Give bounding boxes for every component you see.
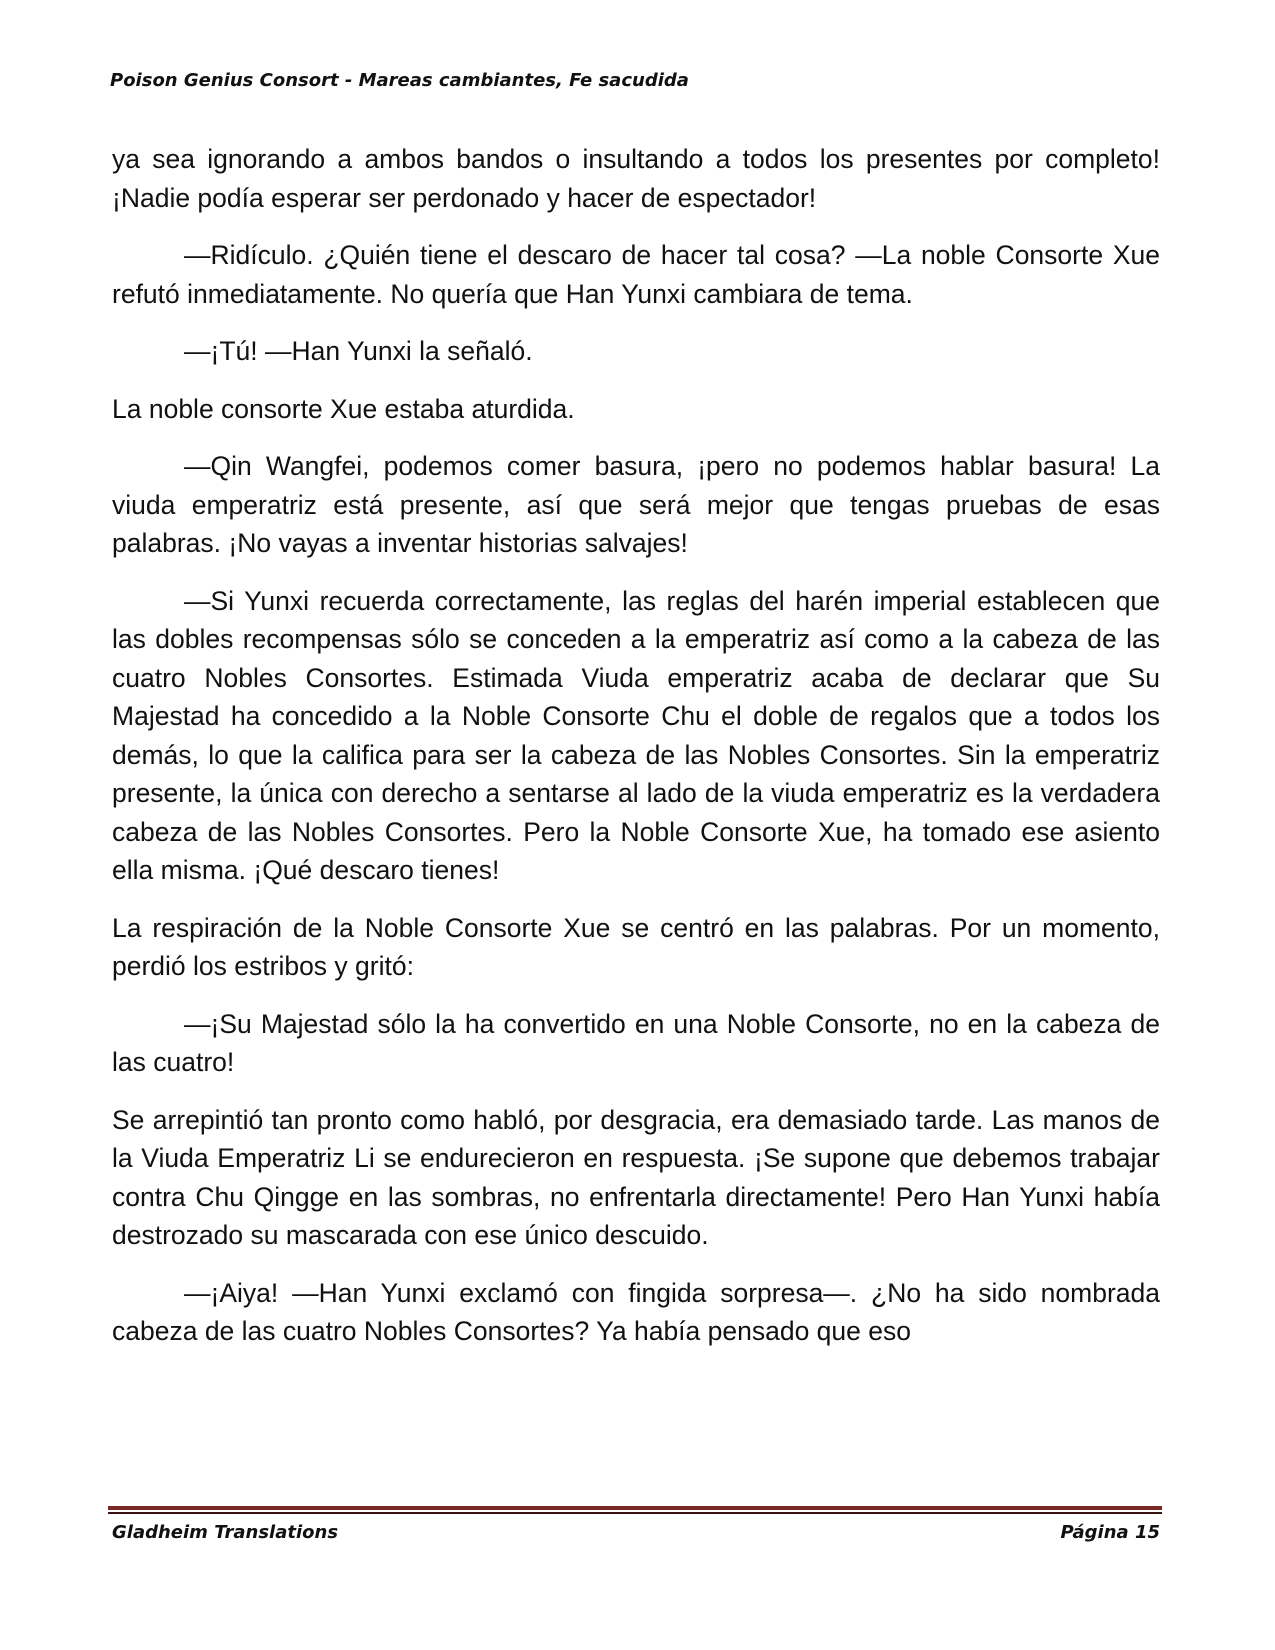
dialogue-paragraph: —¡Tú! —Han Yunxi la señaló. bbox=[184, 336, 533, 366]
dialogue-paragraph: —¡Aiya! —Han Yunxi exclamó con fingida sorpresa—. ¿No ha sido nombrada cabeza de las cuatro Nobles Consortes? Ya había pensado que eso bbox=[112, 1277, 1160, 1346]
footer-publisher: Gladheim Translations bbox=[112, 1522, 339, 1543]
footer-rule-thin bbox=[108, 1512, 1162, 1514]
paragraph: Se arrepintió tan pronto como habló, por desgracia, era demasiado tarde. Las manos de la Viuda Emperatriz Li se endurecieron en respuesta. ¡Se supone que debemos trabajar contra Chu Qingge en las sombras, no enfrentarla directamente! Pero Han Yunxi había destrozado su mascarada con ese único descuido. bbox=[112, 1104, 1160, 1250]
paragraph: La noble consorte Xue estaba aturdida. bbox=[112, 393, 575, 424]
page-number: Página 15 bbox=[1060, 1522, 1160, 1543]
paragraph: ya sea ignorando a ambos bandos o insultando a todos los presentes por completo! ¡Nadie podía esperar ser perdonado y hacer de espectador! bbox=[112, 144, 1160, 213]
page-body bbox=[112, 140, 1160, 1370]
running-header: Poison Genius Consort - Mareas cambiantes, Fe sacudida bbox=[110, 70, 689, 91]
footer-rule bbox=[108, 1506, 1162, 1510]
dialogue-paragraph: —Si Yunxi recuerda correctamente, las reglas del harén imperial establecen que las dobles recompensas sólo se conceden a la emperatriz así como a la cabeza de las cuatro Nobles Consortes. Estimada Viuda emperatriz acaba de declarar que Su Majestad ha concedido a la Noble Consorte Chu el doble de regalos que a todos los demás, lo que la califica para ser la cabeza de las Nobles Consortes. Sin la emperatriz presente, la única con derecho a sentarse al lado de la viuda emperatriz es la verdadera cabeza de las Nobles Consortes. Pero la Noble Consorte Xue, ha tomado ese asiento ella misma. ¡Qué descaro tienes! bbox=[112, 585, 1160, 885]
dialogue-paragraph: —Qin Wangfei, podemos comer basura, ¡pero no podemos hablar basura! La viuda emperatriz está presente, así que será mejor que tengas pruebas de esas palabras. ¡No vayas a inventar historias salvajes! bbox=[112, 451, 1160, 558]
dialogue-paragraph: —¡Su Majestad sólo la ha convertido en una Noble Consorte, no en la cabeza de las cuatro! bbox=[112, 1008, 1160, 1077]
dialogue-paragraph: —Ridículo. ¿Quién tiene el descaro de hacer tal cosa? —La noble Consorte Xue refutó inmediatamente. No quería que Han Yunxi cambiara de tema. bbox=[112, 240, 1160, 309]
paragraph: La respiración de la Noble Consorte Xue se centró en las palabras. Por un momento, perdió los estribos y gritó: bbox=[112, 912, 1160, 981]
